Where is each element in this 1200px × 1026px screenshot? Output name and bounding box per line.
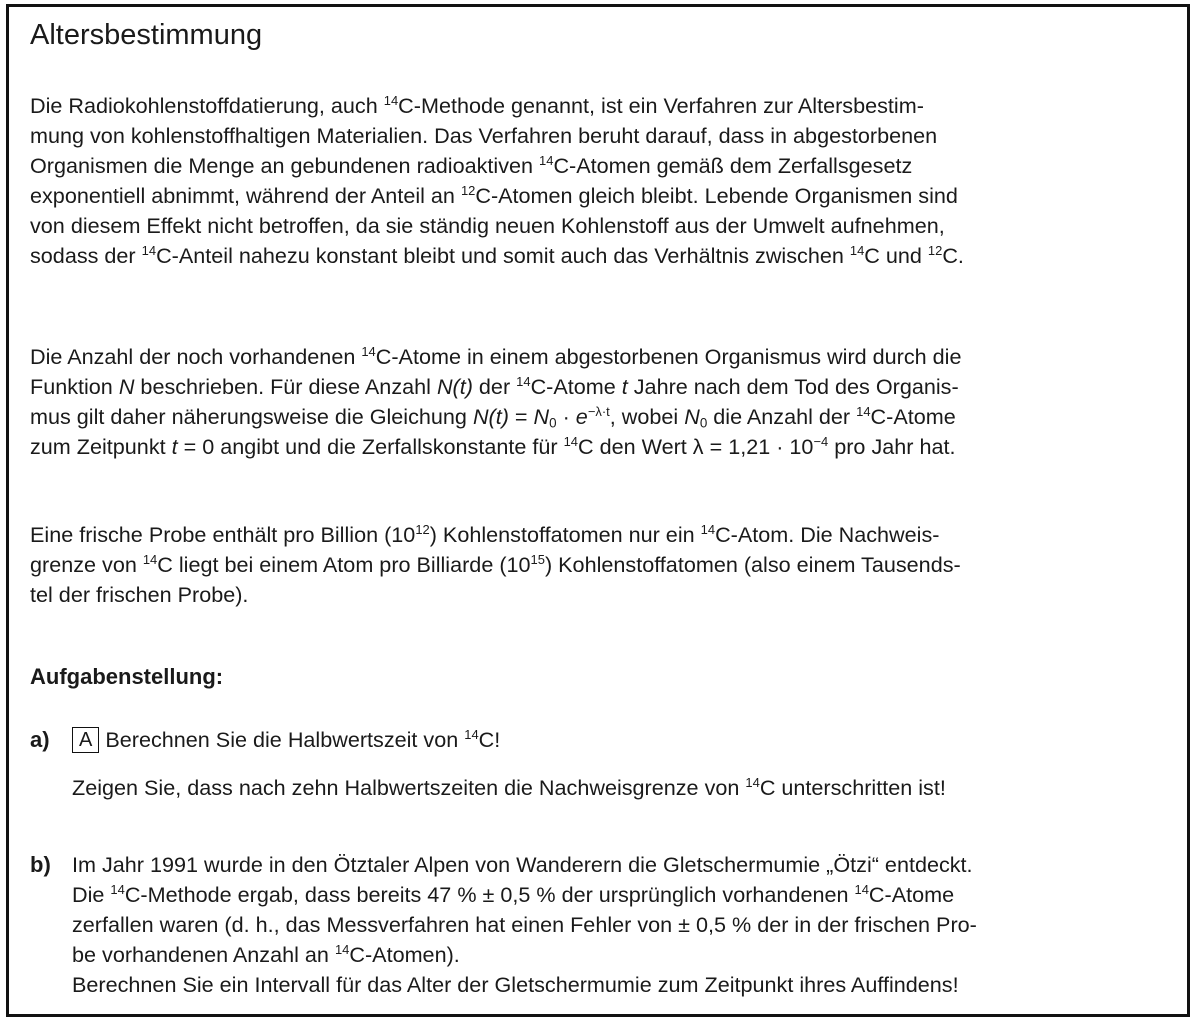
task-a-label: a) <box>30 727 50 752</box>
intro-paragraph: Die Radiokohlenstoffdatierung, auch $^{14}$C-Methode genannt, ist ein Verfahren zur Altersbestim- mung von kohlenstoffhaltigen Materialien. Das Verfahren beruht darauf, dass in abgestorbenen Organismen die Menge an gebundenen radioaktiven $^{14}$C-Atomen gemäß dem Zerfallsgesetz exponentiell abnimmt, während der Anteil an $^{12}$C-Atomen gleich bleibt. Lebende Organismen sind von diesem Effekt nicht betroffen, da sie ständig neuen Kohlenstoff aus der Umwelt aufnehmen, sodass der $^{14}$C-Anteil nahezu konstant bleibt und somit auch das Verhältnis zwischen $^{14}$C und $^{12}$C. <box>30 93 964 268</box>
task-b-label: b) <box>30 852 51 877</box>
page-title: Altersbestimmung <box>30 19 263 51</box>
task-b-question: Im Jahr 1991 wurde in den Ötztaler Alpen von Wanderern die Gletschermumie „Ötzi“ entdeckt. Die $^{14}$C-Methode ergab, dass bereits 47 % ± 0,5 % der ursprünglich vorhandenen $^{14}$C-Atome zerfallen waren (d. h., das Messverfahren hat einen Fehler von ± 0,5 % der in der frischen Pro- be vorhandenen Anzahl an $^{14}$C-Atomen). Berechnen Sie ein Intervall für das Alter der Gletschermumie zum Zeitpunkt ihres Auffindens! <box>72 852 977 997</box>
decay-equation: $N(t) = N_0 \cdot e^{-\lambda\cdot t}$ <box>472 404 610 431</box>
task-a-question-1: A Berechnen Sie die Halbwertszeit von $^{14}$C! <box>72 725 1182 755</box>
task-a-question-2: Zeigen Sie, dass nach zehn Halbwertszeiten die Nachweisgrenze von $^{14}$C unterschritten ist! <box>72 775 946 800</box>
decay-law-paragraph: Die Anzahl der noch vorhandenen $^{14}$C-Atome in einem abgestorbenen Organismus wird durch die Funktion N beschrieben. Für diese Anzahl N(t) der $^{14}$C-Atome t Jahre nach dem Tod des Organis- mus gilt daher näherungsweise die Gleichung $N(t) = N_0 \cdot e^{-\lambda\cdot t}$, wobei $N_0$ die Anzahl der $^{14}$C-Atome zum Zeitpunkt t = 0 angibt und die Zerfallskonstante für $^{14}$C den Wert $\lambda = 1,21 \cdot 10^{-4}$ pro Jahr hat. <box>30 344 962 459</box>
sample-paragraph: Eine frische Probe enthält pro Billion $(10^{12})$ Kohlenstoffatomen nur ein $^{14}$C-Atom. Die Nachweis- grenze von $^{14}$C liegt bei einem Atom pro Billiarde $(10^{15})$ Kohlenstoffatomen (also einem Tausends- tel der frischen Probe). <box>30 522 961 607</box>
task-frame <box>6 4 1190 1017</box>
task-heading: Aufgabenstellung: <box>30 664 224 689</box>
competency-badge: A <box>72 727 99 753</box>
